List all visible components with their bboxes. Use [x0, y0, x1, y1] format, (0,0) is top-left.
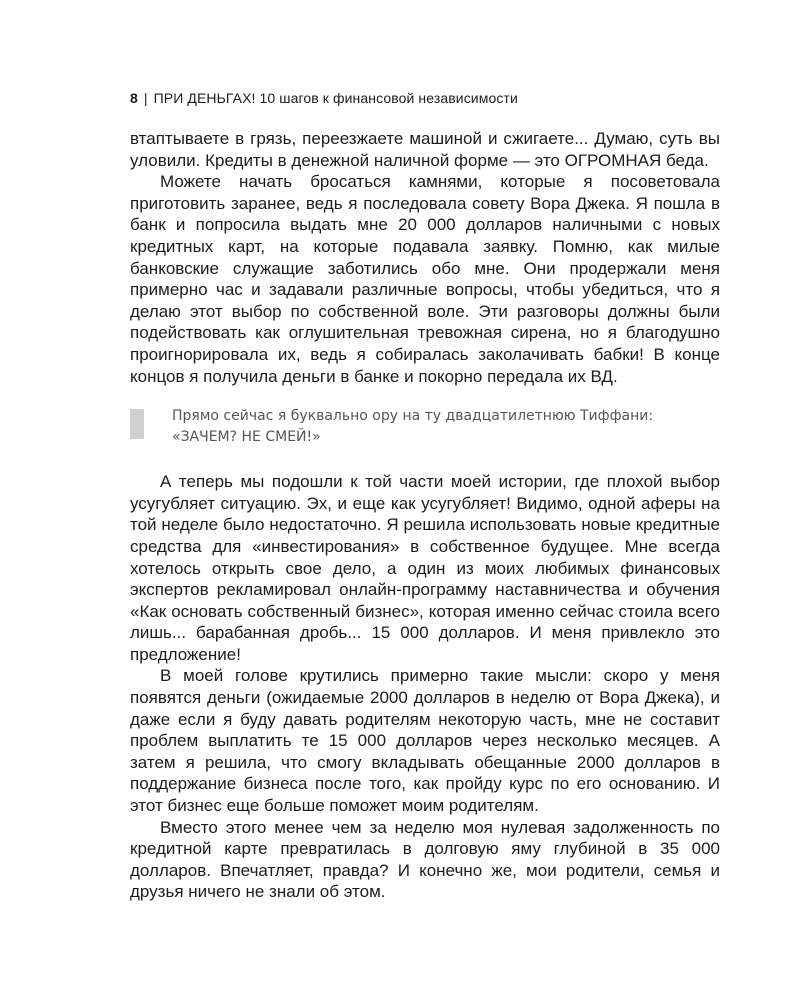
paragraph: Можете начать бросаться камнями, которые я посоветовала приготовить заранее, ведь я последовала совету Вора Джека. Я пошла в банк и попросила выдать мне 20 000 долларов наличными с новых кредитных карт, на которые подавала заявку. Помню, как милые банковские служащие заботились обо мне. Они продержали меня примерно час и задавали различные вопросы, чтобы убедиться, что я делаю этот выбор по собственной воле. Эти разговоры должны были подействовать как оглушительная тревожная сирена, но я благодушно проигнорировала их, ведь я собиралась заколачивать бабки! В конце концов я получила деньги в банке и покорно передала их ВД. — [130, 172, 720, 386]
callout-bar — [130, 409, 144, 439]
paragraph: втаптываете в грязь, переезжаете машиной и сжигаете... Думаю, суть вы уловили. Кредиты в денежной наличной форме — это ОГРОМНАЯ беда. — [130, 129, 720, 170]
paragraph: Вместо этого менее чем за неделю моя нулевая задолженность по кредитной карте превратилась в долговую яму глубиной в 35 000 долларов. Впечатляет, правда? И конечно же, мои родители, семья и друзья ничего не знали об этом. — [130, 817, 720, 902]
callout-quote — [130, 406, 720, 448]
running-header — [130, 90, 720, 106]
body-text — [130, 128, 720, 903]
paragraph: В моей голове крутились примерно такие мысли: скоро у меня появятся деньги (ожидаемые 2000 долларов в неделю от Вора Джека), и даже если я буду давать родителям некоторую часть, мне не составит проблем выплатить те 15 000 долларов через несколько месяцев. А затем я решила, что смогу вкладывать обещанные 2000 долларов в поддержание бизнеса после того, как пройду курс по его основанию. И этот бизнес еще больше поможет моим родителям. — [130, 666, 720, 816]
page-number: 8 — [130, 90, 138, 106]
book-title: ПРИ ДЕНЬГАХ! 10 шагов к финансовой независимости — [153, 90, 518, 106]
header-separator: | — [143, 90, 148, 106]
callout-text: Прямо сейчас я буквально ору на ту двадцатилетнюю Тиффани: «ЗАЧЕМ? НЕ СМЕЙ!» — [172, 408, 654, 446]
paragraph: А теперь мы подошли к той части моей истории, где плохой выбор усугубляет ситуацию. Эх, и еще как усугубляет! Видимо, одной аферы на той неделе было недостаточно. Я решила использовать новые кредитные средства для «инвестирования» в собственное будущее. Мне всегда хотелось открыть свое дело, а один из моих любимых финансовых экспертов рекламировал онлайн-программу наставничества и обучения «Как основать собственный бизнес», которая именно сейчас стоила всего лишь... барабанная дробь... 15 000 долларов. И меня привлекло это предложение! — [130, 472, 720, 664]
